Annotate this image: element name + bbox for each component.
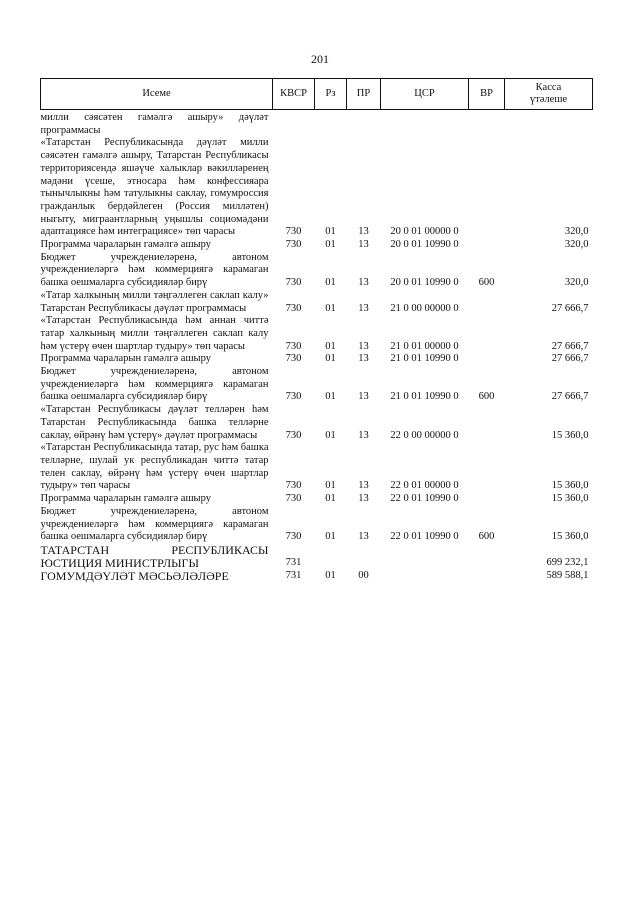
row-pr: 13 bbox=[358, 302, 369, 314]
budget-table bbox=[40, 78, 593, 583]
row-rz: 01 bbox=[325, 302, 336, 314]
row-rz: 01 bbox=[325, 493, 336, 505]
row-csr: 21 0 01 10990 0 bbox=[390, 353, 459, 365]
row-kvsr: 731 bbox=[285, 570, 302, 582]
header-csr: ЦСР bbox=[381, 79, 469, 110]
row-name: Бюджет учреждениеләренә, автоном учреждениеләргә һәм коммерциягә карамаган башка оешмаларга субсидияләр бирү bbox=[40, 251, 269, 289]
table-row bbox=[41, 366, 593, 404]
table-row bbox=[41, 404, 593, 442]
row-vr bbox=[469, 442, 505, 493]
row-csr bbox=[381, 544, 469, 570]
row-rz bbox=[315, 544, 347, 570]
row-amount: 27 666,7 bbox=[551, 302, 589, 314]
table-row bbox=[41, 353, 593, 366]
row-rz bbox=[315, 110, 347, 138]
row-name: Бюджет учреждениеләренә, автоном учреждениеләргә һәм коммерциягә карамаган башка оешмаларга субсидияләр бирү bbox=[40, 505, 269, 543]
row-vr bbox=[469, 353, 505, 366]
table-body bbox=[41, 110, 593, 583]
row-pr: 13 bbox=[358, 391, 369, 403]
header-kvsr: КВСР bbox=[273, 79, 315, 110]
row-csr: 22 0 01 00000 0 bbox=[390, 480, 459, 492]
table-row bbox=[41, 290, 593, 315]
row-name: милли сәясәтен гамәлгә ашыру» дәүләт программасы bbox=[40, 112, 269, 136]
row-csr: 21 0 01 00000 0 bbox=[390, 340, 459, 352]
row-amount: 27 666,7 bbox=[551, 340, 589, 352]
row-rz: 01 bbox=[325, 429, 336, 441]
row-vr bbox=[469, 239, 505, 252]
row-amount: 320,0 bbox=[564, 277, 589, 289]
row-amount: 15 360,0 bbox=[551, 429, 589, 441]
row-pr bbox=[347, 544, 381, 570]
row-vr: 600 bbox=[478, 277, 495, 289]
row-name: ГОМУМДӘҮЛӘТ МӘСЬӘЛӘЛӘРЕ bbox=[40, 568, 229, 583]
row-kvsr: 730 bbox=[285, 493, 302, 505]
row-pr: 13 bbox=[358, 340, 369, 352]
row-pr: 13 bbox=[358, 226, 369, 238]
row-name: «Татарстан Республикасында татар, рус һәм башка телләрне, шулай ук республикадан читтә татар телен саклау, өйрәнү һәм үстерү өчен шартлар тудыру» төп чарасы bbox=[40, 442, 269, 492]
row-amount: 589 588,1 bbox=[546, 570, 589, 582]
row-pr: 13 bbox=[358, 531, 369, 543]
row-csr: 20 0 01 00000 0 bbox=[390, 226, 459, 238]
table-row bbox=[41, 239, 593, 252]
header-pr: ПР bbox=[347, 79, 381, 110]
table-row bbox=[41, 252, 593, 290]
table-row bbox=[41, 442, 593, 493]
row-pr: 13 bbox=[358, 493, 369, 505]
row-kvsr: 730 bbox=[285, 531, 302, 543]
row-name: «Татарстан Республикасында һәм аннан читтә татар халкының милли тәңгәллеген саклап калу һәм үстерү өчен шартлар тудыру» төп чарасы bbox=[40, 315, 269, 352]
row-pr: 13 bbox=[358, 277, 369, 289]
row-csr: 21 0 01 10990 0 bbox=[390, 391, 459, 403]
row-pr: 13 bbox=[358, 353, 369, 365]
row-name: Программа чараларын гамәлгә ашыру bbox=[40, 239, 211, 251]
row-amount: 320,0 bbox=[564, 239, 589, 251]
header-name: Исеме bbox=[41, 79, 273, 110]
row-rz: 01 bbox=[325, 239, 336, 251]
row-amount: 699 232,1 bbox=[546, 557, 589, 569]
row-csr: 20 0 01 10990 0 bbox=[390, 277, 459, 289]
table-row bbox=[41, 570, 593, 583]
table-row bbox=[41, 137, 593, 239]
row-vr bbox=[469, 570, 505, 583]
row-kvsr: 730 bbox=[285, 480, 302, 492]
row-pr: 13 bbox=[358, 480, 369, 492]
header-kassa-line1: Касса bbox=[535, 81, 562, 93]
row-vr: 600 bbox=[478, 531, 495, 543]
row-name: Программа чараларын гамәлгә ашыру bbox=[40, 353, 211, 365]
row-pr: 13 bbox=[358, 239, 369, 251]
header-rz: Рз bbox=[315, 79, 347, 110]
table-row bbox=[41, 493, 593, 506]
row-pr: 00 bbox=[358, 570, 369, 582]
header-vr: ВР bbox=[469, 79, 505, 110]
row-vr bbox=[469, 544, 505, 570]
row-amount: 15 360,0 bbox=[551, 480, 589, 492]
row-kvsr: 730 bbox=[285, 429, 302, 441]
table-header-row bbox=[41, 79, 593, 110]
row-amount: 320,0 bbox=[564, 226, 589, 238]
row-vr: 600 bbox=[478, 391, 495, 403]
row-vr bbox=[469, 404, 505, 442]
row-amount: 15 360,0 bbox=[551, 531, 589, 543]
row-name: Программа чараларын гамәлгә ашыру bbox=[40, 493, 211, 505]
row-name: ТАТАРСТАН РЕСПУБЛИКАСЫ ЮСТИЦИЯ МИНИСТРЛЫГЫ bbox=[40, 542, 269, 570]
row-vr bbox=[469, 137, 505, 239]
table-row bbox=[41, 544, 593, 570]
row-vr bbox=[469, 290, 505, 315]
row-kvsr: 731 bbox=[285, 557, 302, 569]
table-row bbox=[41, 506, 593, 544]
row-csr: 22 0 00 00000 0 bbox=[390, 429, 459, 441]
row-csr bbox=[381, 570, 469, 583]
table-row bbox=[41, 315, 593, 353]
row-amount: 27 666,7 bbox=[551, 353, 589, 365]
row-name: «Татарстан Республикасы дәүләт телләрен һәм Татарстан Республикасында башка телләрне саклау, өйрәнү һәм үстерү» дәүләт программасы bbox=[40, 404, 269, 441]
row-csr: 22 0 01 10990 0 bbox=[390, 531, 459, 543]
row-rz: 01 bbox=[325, 570, 336, 582]
row-kvsr: 730 bbox=[285, 277, 302, 289]
row-csr bbox=[381, 110, 469, 138]
row-amount: 15 360,0 bbox=[551, 493, 589, 505]
row-name: «Татар халкының милли тәңгәллеген саклап калу» Татарстан Республикасы дәүләт программасы bbox=[40, 289, 269, 314]
row-rz: 01 bbox=[325, 226, 336, 238]
row-name: Бюджет учреждениеләренә, автоном учреждениеләргә һәм коммерциягә карамаган башка оешмаларга субсидияләр бирү bbox=[40, 366, 269, 403]
row-amount bbox=[505, 110, 593, 138]
row-pr bbox=[347, 110, 381, 138]
row-name: «Татарстан Республикасында дәүләт милли сәясәтен гамәлгә ашыру, Татарстан Республикасы территориясендә яшәүче халыклар вәкилләренең мәдәни үсеше, этносара һәм конфессияара тынычлыкны һәм татулыкны саклау, гомумроссия гражданлык бердәйлеген (Россия милләтен) ныгыту, миграантларның уңышлы социомәдәни адаптациясе һәм интеграциясе» төп чарасы bbox=[40, 137, 269, 238]
page-number: 201 bbox=[311, 52, 329, 66]
row-kvsr: 730 bbox=[285, 239, 302, 251]
row-rz: 01 bbox=[325, 531, 336, 543]
header-kassa-line2: үтәлеше bbox=[529, 94, 568, 105]
row-vr bbox=[469, 493, 505, 506]
row-kvsr: 730 bbox=[285, 340, 302, 352]
row-vr bbox=[469, 315, 505, 353]
row-amount: 27 666,7 bbox=[551, 391, 589, 403]
row-rz: 01 bbox=[325, 353, 336, 365]
row-csr: 22 0 01 10990 0 bbox=[390, 493, 459, 505]
row-pr: 13 bbox=[358, 429, 369, 441]
row-csr: 20 0 01 10990 0 bbox=[390, 239, 459, 251]
table-row bbox=[41, 110, 593, 138]
row-kvsr: 730 bbox=[285, 302, 302, 314]
row-kvsr: 730 bbox=[285, 391, 302, 403]
row-rz: 01 bbox=[325, 480, 336, 492]
row-kvsr: 730 bbox=[285, 226, 302, 238]
row-vr bbox=[469, 110, 505, 138]
row-csr: 21 0 00 00000 0 bbox=[390, 302, 459, 314]
row-rz: 01 bbox=[325, 391, 336, 403]
row-kvsr bbox=[273, 110, 315, 138]
row-rz: 01 bbox=[325, 277, 336, 289]
header-kassa bbox=[505, 79, 593, 110]
row-rz: 01 bbox=[325, 340, 336, 352]
row-kvsr: 730 bbox=[285, 353, 302, 365]
